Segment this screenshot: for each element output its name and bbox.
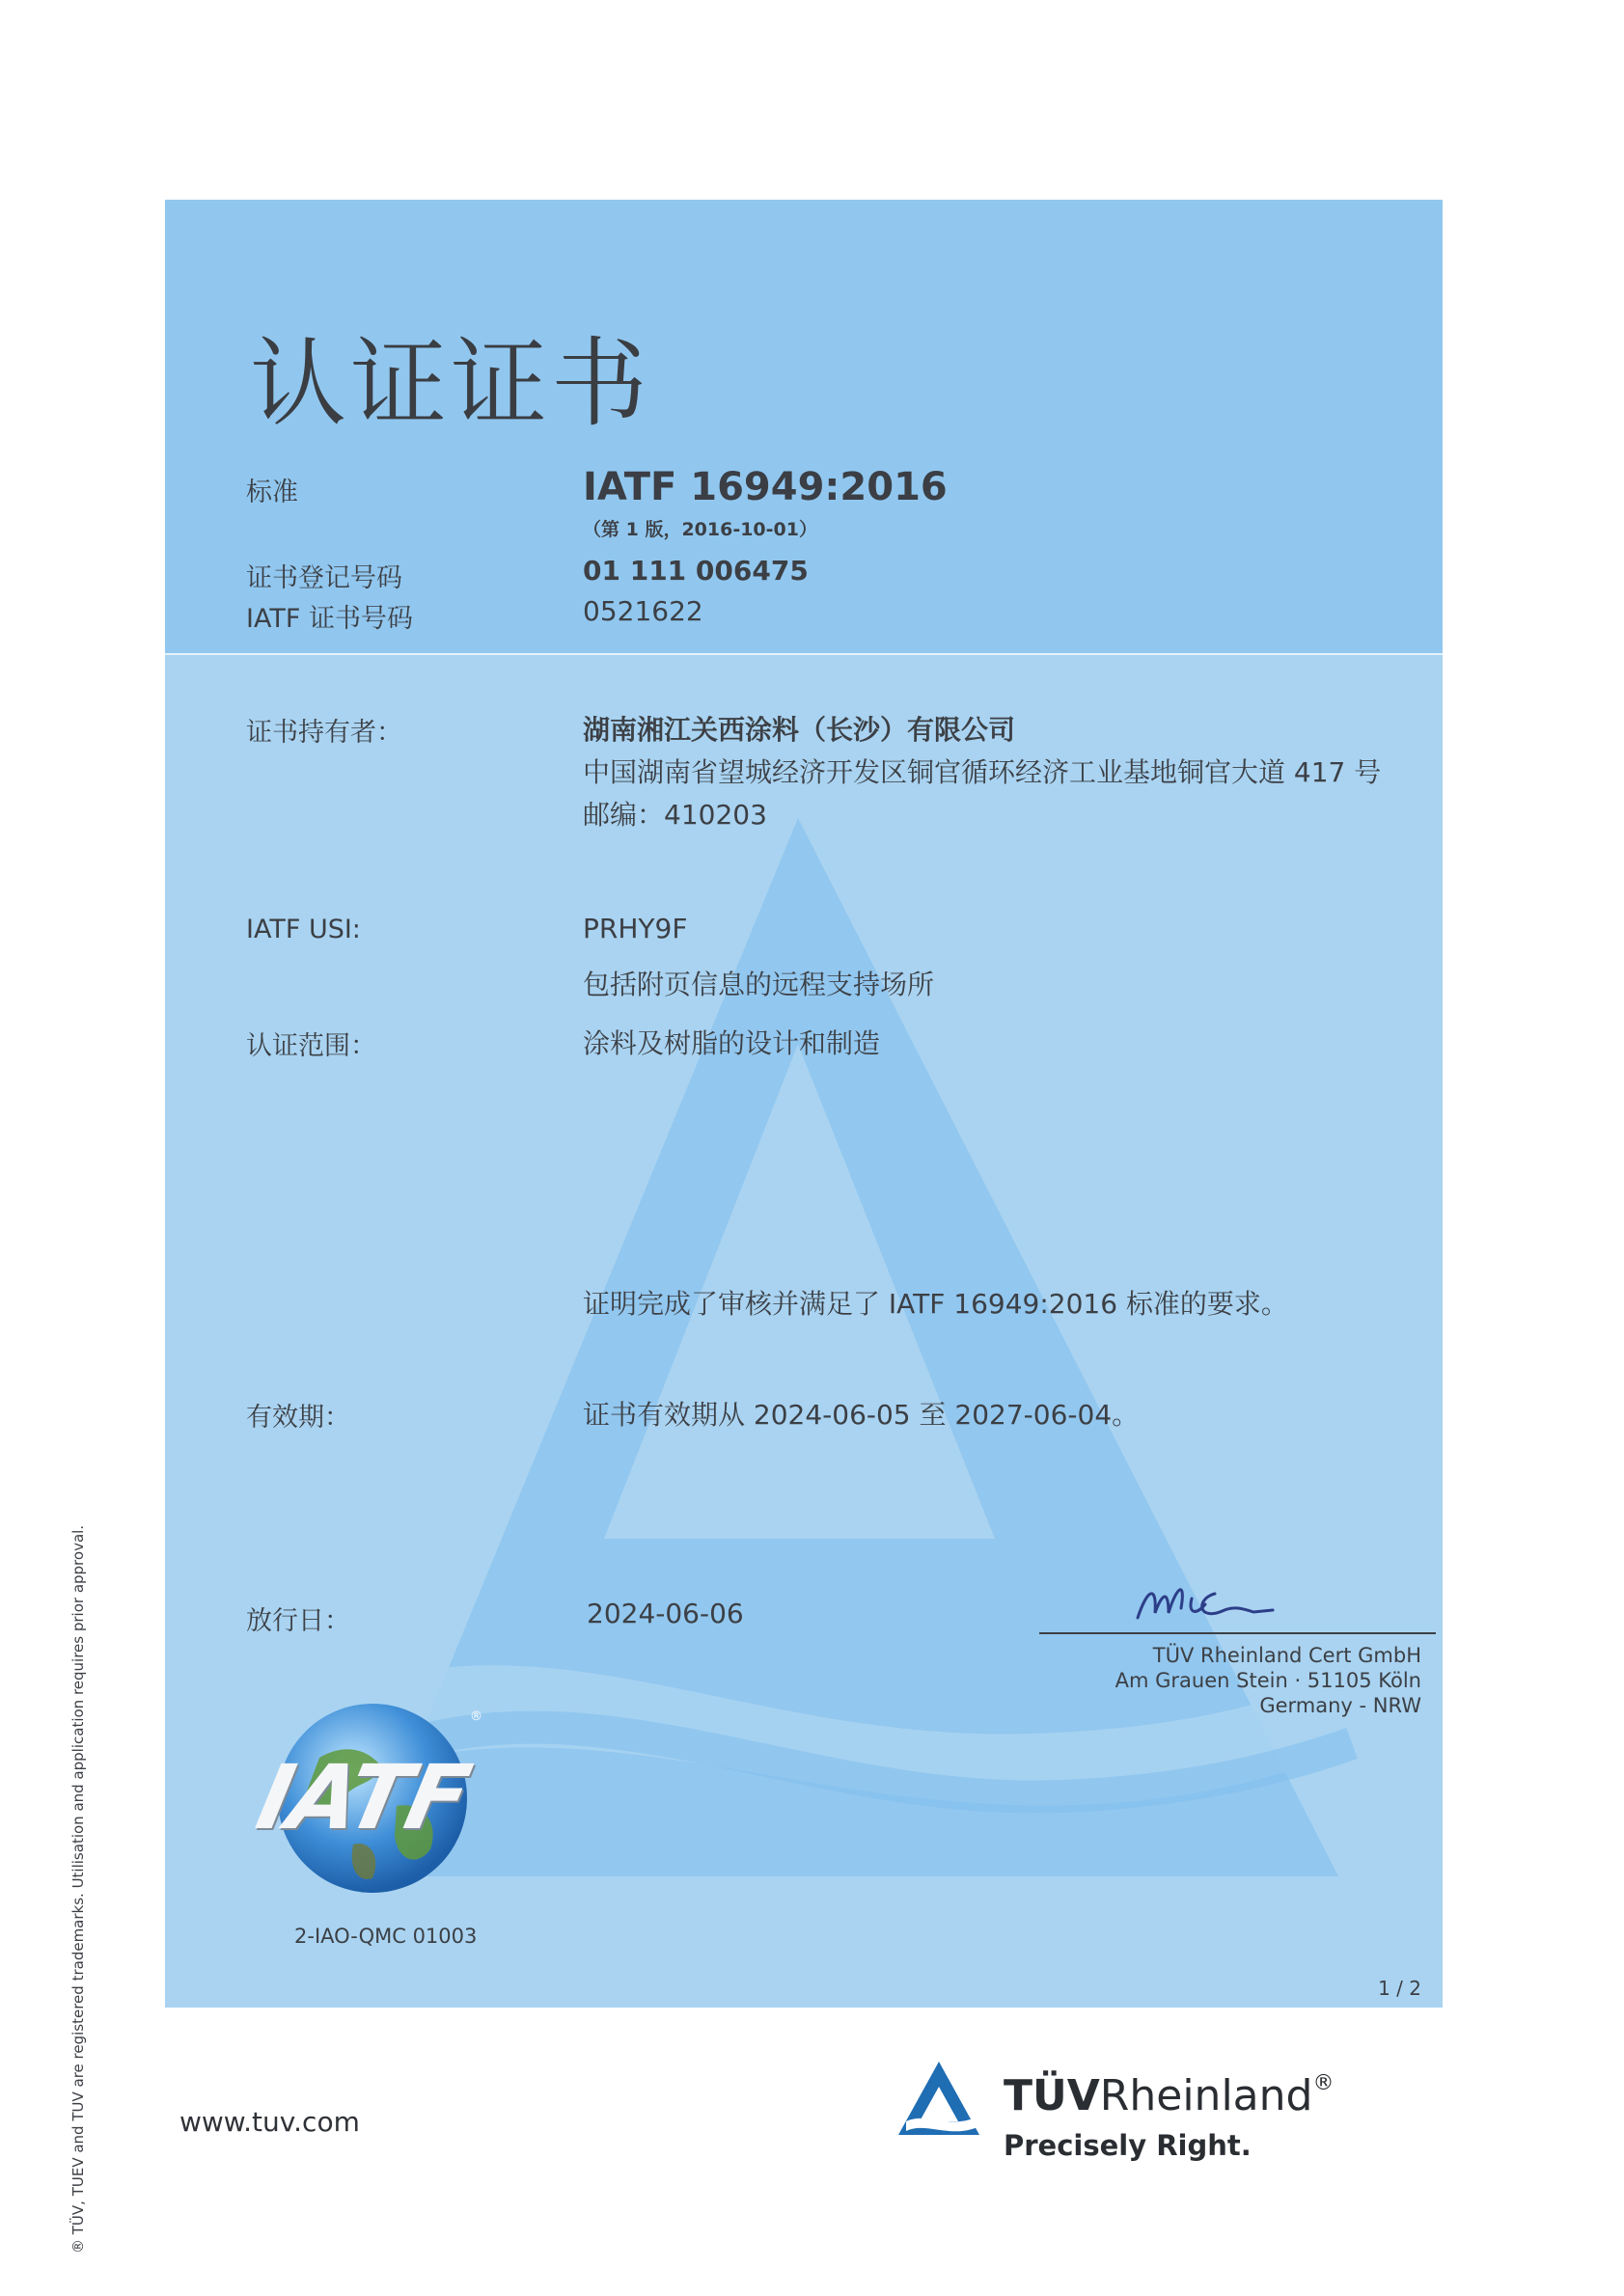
issue-date-value: 2024-06-06 [587,1598,744,1629]
tuv-triangle-logo-icon [895,2058,983,2139]
iatf-registered-mark: ® [470,1709,482,1724]
remote-sites-note: 包括附页信息的远程支持场所 [583,969,935,1000]
holder-label: 证书持有者： [246,718,402,748]
validity-label: 有效期： [246,1403,350,1433]
issuer-name: TÜV Rheinland Cert GmbH [1152,1644,1421,1667]
iatf-office-code: 2-IAO-QMC 01003 [294,1925,478,1948]
page-number: 1 / 2 [1378,1977,1421,2000]
holder-address: 中国湖南省望城经济开发区铜官循环经济工业基地铜官大道 417 号 [583,756,1382,788]
iatf-logo [248,1690,483,1912]
certification-statement: 证明完成了审核并满足了 IATF 16949:2016 标准的要求。 [583,1288,1288,1320]
standard-value: IATF 16949:2016 [583,465,948,509]
iatf-logo-text: IATF [248,1746,478,1849]
issue-date-label: 放行日： [246,1606,350,1636]
standard-edition: （第 1 版，2016-10-01） [583,519,817,540]
tuv-slogan: Precisely Right. [1004,2129,1252,2162]
iatf-certificate-number-value: 0521622 [583,595,703,627]
scope-value: 涂料及树脂的设计和制造 [583,1027,881,1059]
usi-value: PRHY9F [583,913,688,944]
scope-label: 认证范围： [246,1031,376,1061]
website-link[interactable]: www.tuv.com [179,2106,360,2138]
tuv-brand-name [1004,2071,1334,2120]
certificate-title: 认证证书 [250,327,651,440]
holder-name: 湖南湘江关西涂料（长沙）有限公司 [583,714,1016,746]
standard-label: 标准 [246,478,298,507]
holder-postcode: 邮编：410203 [583,799,767,831]
registration-number-label: 证书登记号码 [246,563,402,593]
validity-value: 证书有效期从 2024-06-05 至 2027-06-04。 [583,1399,1140,1431]
signature-line [1039,1632,1436,1634]
certificate-panel [165,200,1443,2008]
issuer-country: Germany - NRW [1259,1694,1421,1717]
registration-number-value: 01 111 006475 [583,555,809,587]
tuv-brand-registered: ® [1312,2071,1335,2095]
tuv-brand-tuv: TÜV [1004,2071,1100,2120]
issuer-address: Am Grauen Stein · 51105 Köln [1115,1669,1421,1692]
signature-icon [1128,1570,1282,1637]
tuv-brand-rheinland: Rheinland [1099,2071,1313,2120]
usi-label: IATF USI: [246,915,361,944]
iatf-certificate-number-label: IATF 证书号码 [246,604,413,634]
trademark-note: ® TÜV, TUEV and TUV are registered trademarks. Utilisation and application requires prior approval. [69,1524,87,2254]
